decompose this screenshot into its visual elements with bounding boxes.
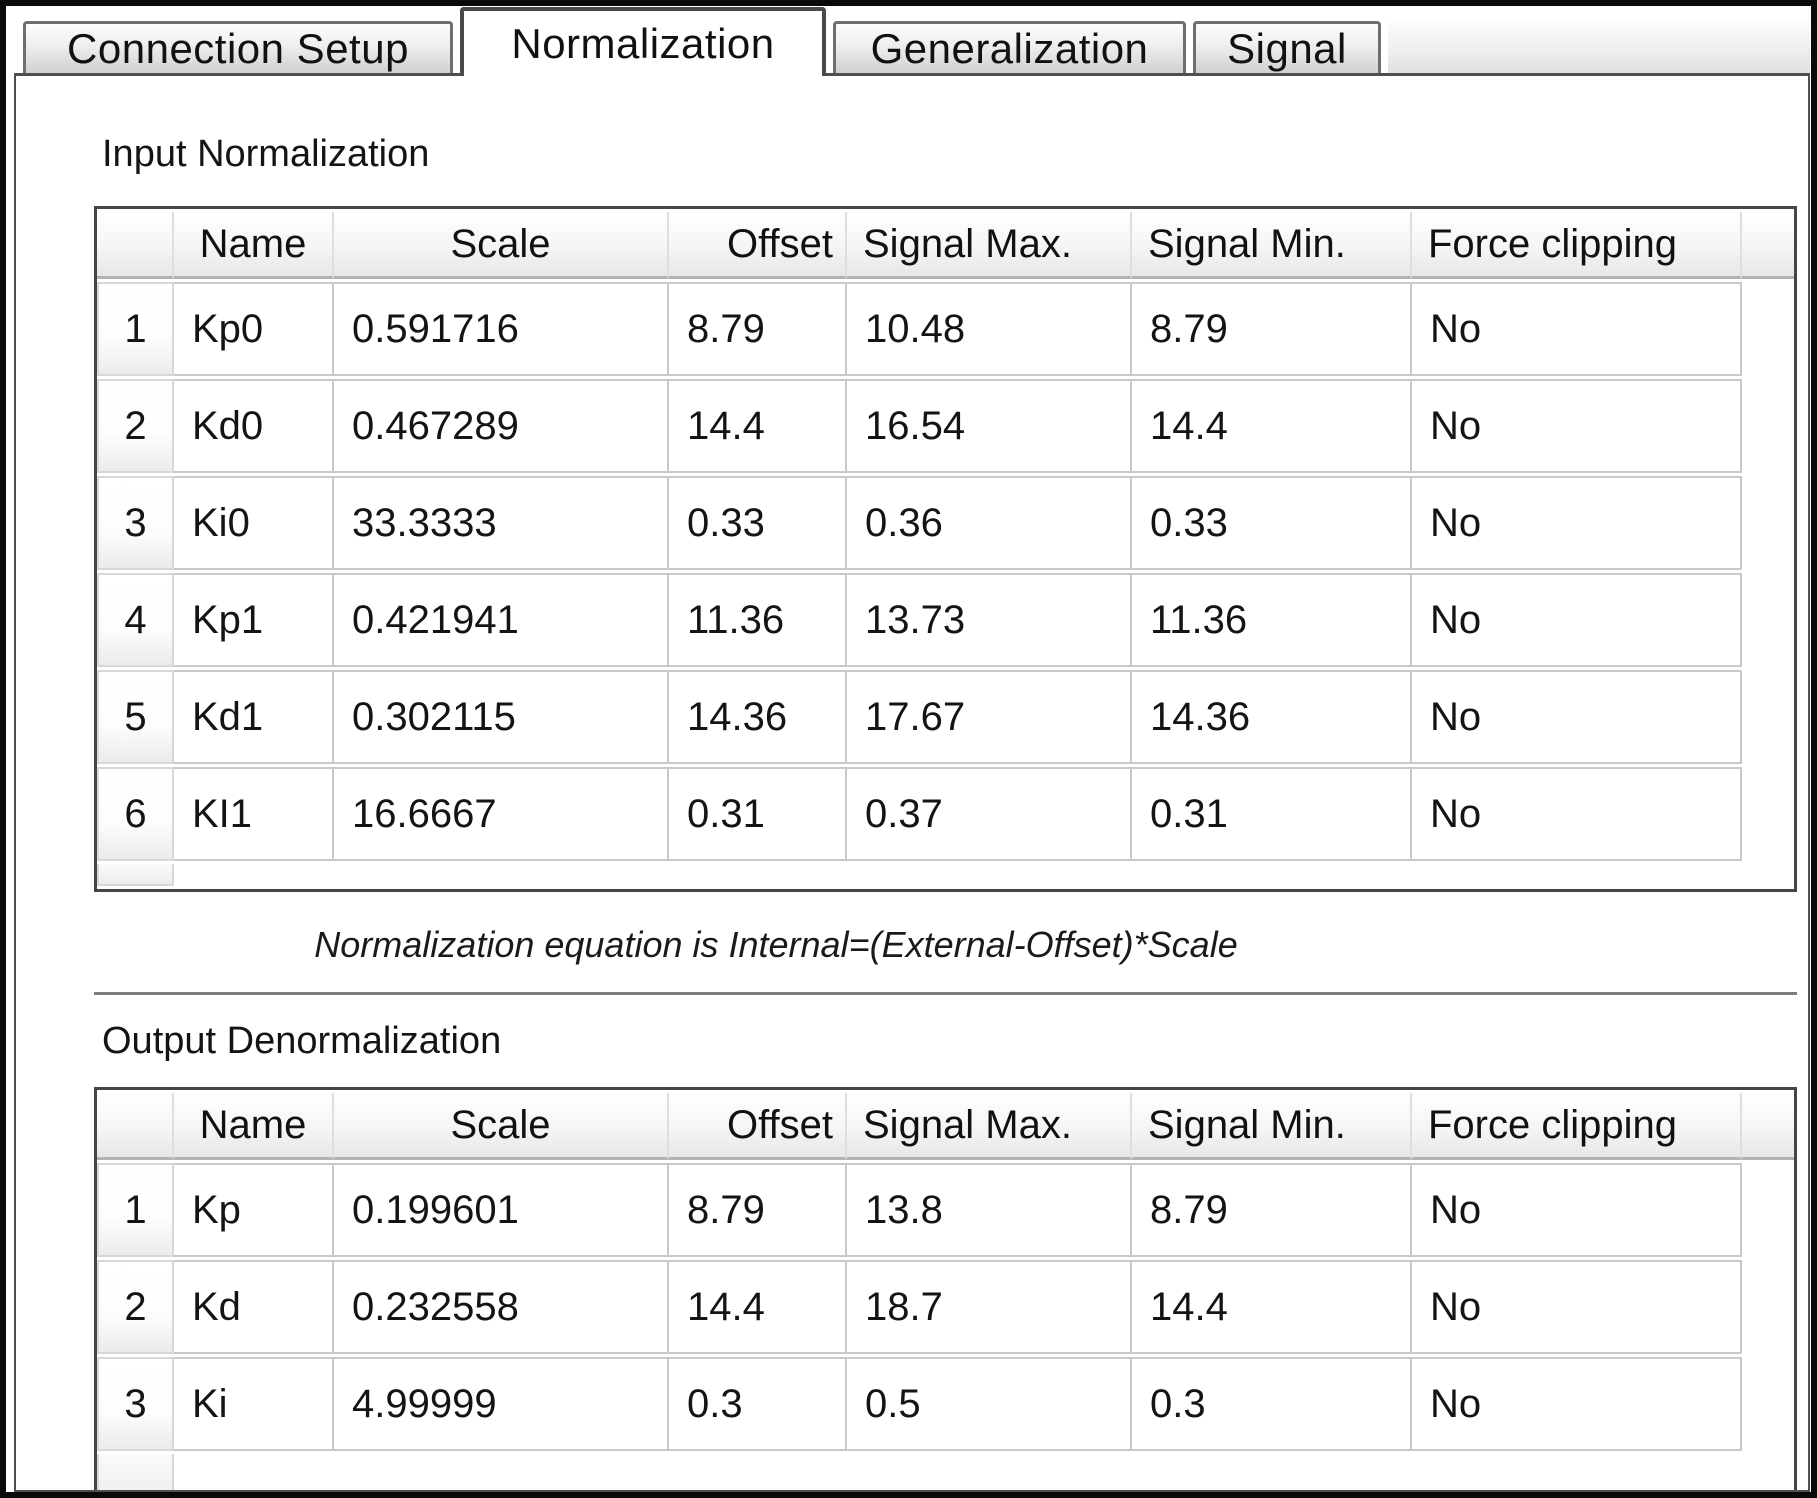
column-header-name: Name (174, 212, 334, 279)
tab-strip-filler (1388, 21, 1810, 73)
cell-name[interactable]: Ki0 (174, 476, 334, 570)
column-header-signal-min: Signal Min. (1132, 1093, 1412, 1160)
cell-name[interactable]: Kp0 (174, 282, 334, 376)
cell-signal-max[interactable]: 18.7 (847, 1260, 1132, 1354)
row-number-cell (97, 1454, 174, 1492)
cell-signal-min[interactable]: 0.3 (1132, 1357, 1412, 1451)
cell-offset[interactable]: 0.31 (669, 767, 847, 861)
cell-signal-max[interactable]: 0.5 (847, 1357, 1132, 1451)
table-row (97, 282, 1794, 376)
normalization-tab-panel (14, 73, 1810, 1492)
output-denormalization-title: Output Denormalization (102, 1020, 502, 1062)
header-row (97, 212, 1794, 279)
row-number-cell[interactable]: 2 (97, 1260, 174, 1354)
cell-name[interactable]: Kp1 (174, 573, 334, 667)
row-number-cell[interactable]: 1 (97, 282, 174, 376)
cell-scale[interactable]: 0.199601 (334, 1163, 669, 1257)
cell-name[interactable]: Kd0 (174, 379, 334, 473)
row-number-cell (97, 864, 174, 886)
filler-row (97, 1454, 1794, 1492)
table-row (97, 379, 1794, 473)
input-normalization-title: Input Normalization (102, 133, 430, 175)
trailing-spacer-cell (1742, 767, 1794, 861)
cell-signal-min[interactable]: 11.36 (1132, 573, 1412, 667)
trailing-spacer-cell (1742, 1260, 1794, 1354)
cell-force-clipping[interactable]: No (1412, 670, 1742, 764)
column-header-signal-max: Signal Max. (847, 1093, 1132, 1160)
table-row (97, 1357, 1794, 1451)
column-header-scale: Scale (334, 1093, 669, 1160)
trailing-spacer-cell (1742, 379, 1794, 473)
cell-signal-max[interactable]: 13.73 (847, 573, 1132, 667)
table-row (97, 476, 1794, 570)
cell-force-clipping[interactable]: No (1412, 282, 1742, 376)
cell-signal-min[interactable]: 14.36 (1132, 670, 1412, 764)
table-row (97, 1260, 1794, 1354)
cell-offset[interactable]: 11.36 (669, 573, 847, 667)
row-number-cell[interactable]: 4 (97, 573, 174, 667)
cell-scale[interactable]: 33.3333 (334, 476, 669, 570)
cell-name[interactable]: KI1 (174, 767, 334, 861)
trailing-spacer-cell (1742, 1163, 1794, 1257)
tab-connection-setup[interactable]: Connection Setup (23, 21, 453, 73)
cell-name[interactable]: Kd1 (174, 670, 334, 764)
tab-bar (14, 7, 1810, 73)
trailing-spacer-cell (1742, 476, 1794, 570)
column-header-blank (97, 1093, 174, 1160)
trailing-spacer-cell (1742, 670, 1794, 764)
column-header-offset: Offset (669, 212, 847, 279)
cell-force-clipping[interactable]: No (1412, 476, 1742, 570)
filler-space (174, 1454, 1794, 1492)
cell-force-clipping[interactable]: No (1412, 1357, 1742, 1451)
trailing-spacer-cell (1742, 282, 1794, 376)
cell-force-clipping[interactable]: No (1412, 1163, 1742, 1257)
cell-name[interactable]: Kd (174, 1260, 334, 1354)
cell-offset[interactable]: 0.3 (669, 1357, 847, 1451)
cell-offset[interactable]: 8.79 (669, 1163, 847, 1257)
separator-line (94, 992, 1797, 995)
cell-signal-max[interactable]: 0.37 (847, 767, 1132, 861)
trailing-spacer-cell (1742, 573, 1794, 667)
row-number-cell[interactable]: 3 (97, 1357, 174, 1451)
cell-signal-max[interactable]: 17.67 (847, 670, 1132, 764)
tab-signal[interactable]: Signal (1193, 21, 1381, 73)
column-header-offset: Offset (669, 1093, 847, 1160)
cell-scale[interactable]: 0.232558 (334, 1260, 669, 1354)
column-header-scale: Scale (334, 212, 669, 279)
cell-force-clipping[interactable]: No (1412, 573, 1742, 667)
cell-name[interactable]: Kp (174, 1163, 334, 1257)
cell-offset[interactable]: 14.4 (669, 379, 847, 473)
output-denormalization-table (94, 1087, 1797, 1492)
column-header-blank (1742, 212, 1794, 279)
cell-force-clipping[interactable]: No (1412, 767, 1742, 861)
row-number-cell[interactable]: 1 (97, 1163, 174, 1257)
filler-row (97, 864, 1794, 886)
cell-signal-min[interactable]: 8.79 (1132, 1163, 1412, 1257)
cell-force-clipping[interactable]: No (1412, 379, 1742, 473)
row-number-cell[interactable]: 3 (97, 476, 174, 570)
equation-note: Normalization equation is Internal=(External-Offset)*Scale (314, 924, 1238, 965)
cell-signal-max[interactable]: 16.54 (847, 379, 1132, 473)
column-header-name: Name (174, 1093, 334, 1160)
table-row (97, 670, 1794, 764)
header-row (97, 1093, 1794, 1160)
cell-offset[interactable]: 8.79 (669, 282, 847, 376)
cell-signal-min[interactable]: 14.4 (1132, 379, 1412, 473)
table-row (97, 1163, 1794, 1257)
cell-scale[interactable]: 0.591716 (334, 282, 669, 376)
cell-scale[interactable]: 16.6667 (334, 767, 669, 861)
cell-offset[interactable]: 0.33 (669, 476, 847, 570)
column-header-force-clipping: Force clipping (1412, 212, 1742, 279)
cell-signal-min[interactable]: 0.33 (1132, 476, 1412, 570)
cell-signal-min[interactable]: 14.4 (1132, 1260, 1412, 1354)
column-header-blank (97, 212, 174, 279)
row-number-cell[interactable]: 5 (97, 670, 174, 764)
cell-signal-max[interactable]: 10.48 (847, 282, 1132, 376)
table-row (97, 573, 1794, 667)
cell-scale[interactable]: 0.467289 (334, 379, 669, 473)
cell-signal-min[interactable]: 8.79 (1132, 282, 1412, 376)
column-header-signal-max: Signal Max. (847, 212, 1132, 279)
filler-space (174, 864, 1794, 886)
cell-scale[interactable]: 0.302115 (334, 670, 669, 764)
row-number-cell[interactable]: 6 (97, 767, 174, 861)
row-number-cell[interactable]: 2 (97, 379, 174, 473)
cell-scale[interactable]: 4.99999 (334, 1357, 669, 1451)
input-normalization-table (94, 206, 1797, 892)
cell-scale[interactable]: 0.421941 (334, 573, 669, 667)
cell-offset[interactable]: 14.36 (669, 670, 847, 764)
trailing-spacer-cell (1742, 1357, 1794, 1451)
cell-signal-min[interactable]: 0.31 (1132, 767, 1412, 861)
tab-normalization[interactable]: Normalization (460, 7, 826, 76)
cell-signal-max[interactable]: 0.36 (847, 476, 1132, 570)
column-header-blank (1742, 1093, 1794, 1160)
table-row (97, 767, 1794, 861)
column-header-signal-min: Signal Min. (1132, 212, 1412, 279)
cell-name[interactable]: Ki (174, 1357, 334, 1451)
cell-signal-max[interactable]: 13.8 (847, 1163, 1132, 1257)
tab-generalization[interactable]: Generalization (833, 21, 1186, 73)
cell-offset[interactable]: 14.4 (669, 1260, 847, 1354)
column-header-force-clipping: Force clipping (1412, 1093, 1742, 1160)
cell-force-clipping[interactable]: No (1412, 1260, 1742, 1354)
